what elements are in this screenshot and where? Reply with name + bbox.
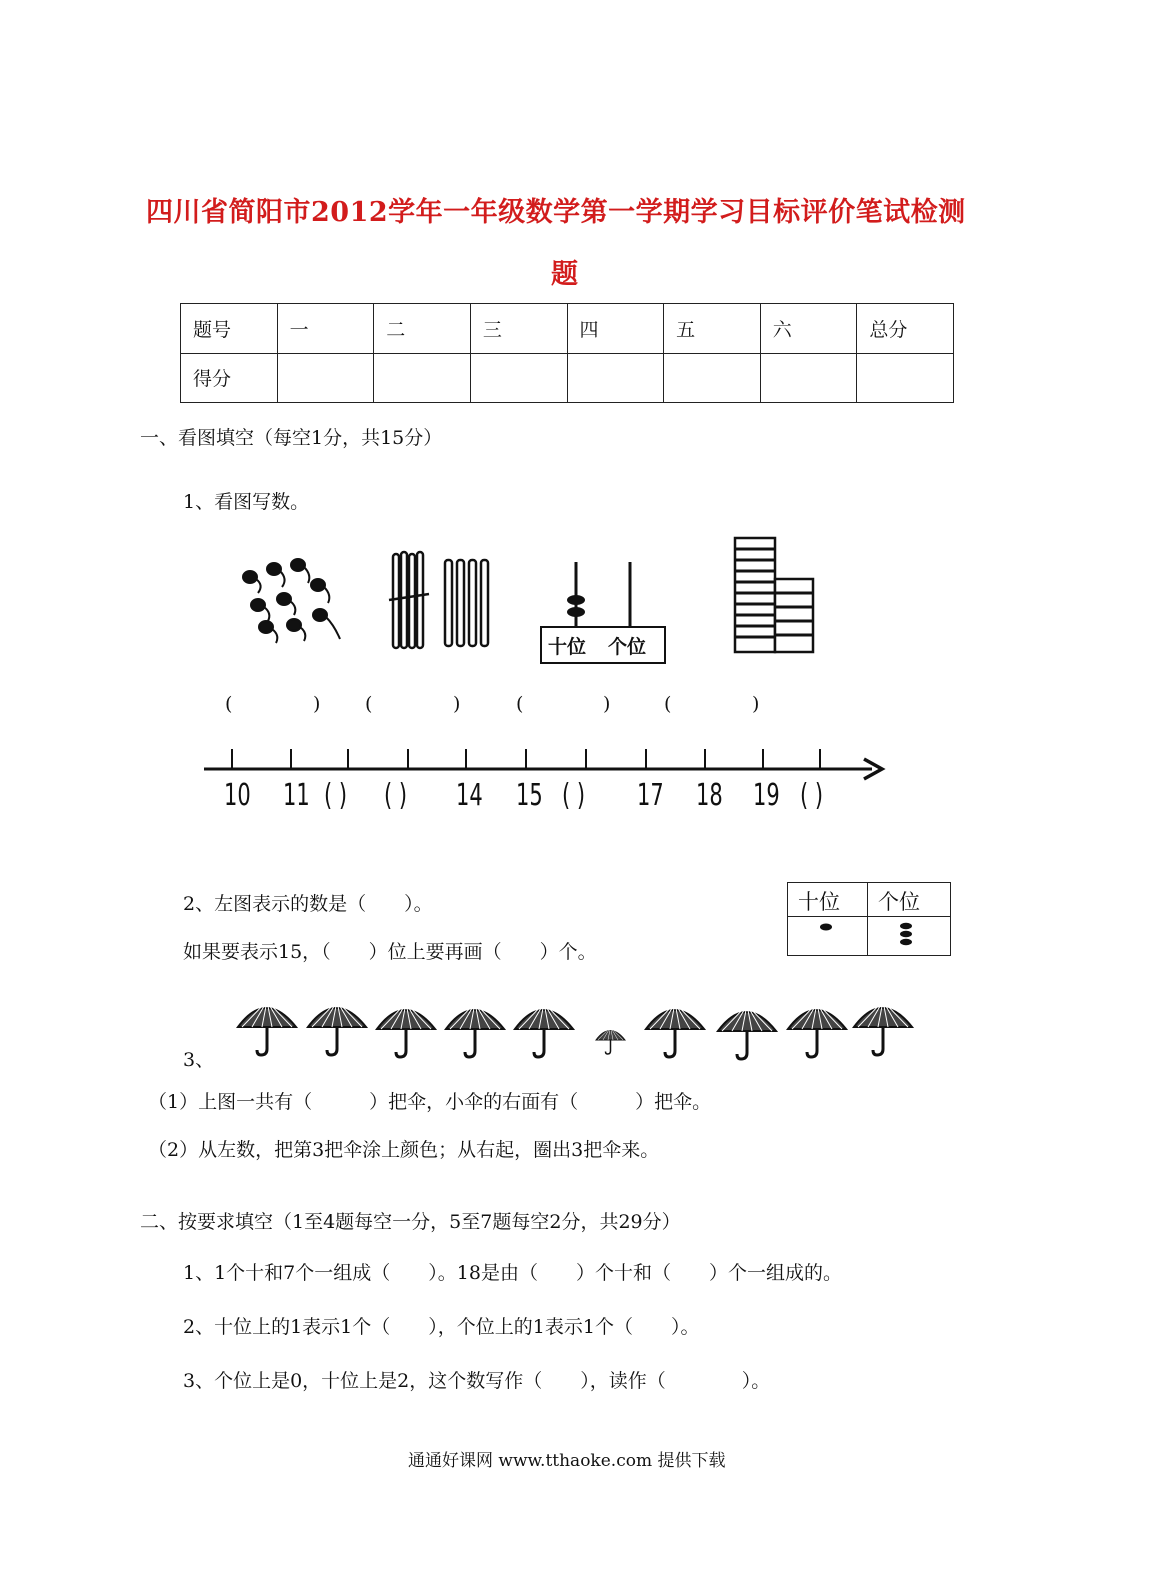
numberline-label: ( ) [324, 778, 348, 813]
abacus-label-tens: 十位 [548, 636, 587, 658]
pv-header-ones: 个位 [878, 890, 920, 914]
answer-paren-1-open: ( [225, 693, 233, 715]
numberline-label: ( ) [800, 778, 824, 813]
score-cell [374, 353, 471, 403]
section1-q3-sub2: （2）从左数，把第3把伞涂上颜色；从右起，圈出3把伞来。 [148, 1139, 660, 1161]
section1-q2-line2: 如果要表示15，（ ）位上要再画（ ）个。 [183, 941, 597, 963]
numberline-label: 10 [224, 778, 251, 813]
place-value-table [787, 882, 951, 956]
numberline-label: 17 [637, 778, 664, 813]
score-cell [857, 353, 954, 403]
score-header-cell: 三 [470, 304, 567, 354]
score-header-cell: 一 [277, 304, 374, 354]
answer-paren-2-open: ( [365, 693, 373, 715]
page-title-line1: 四川省简阳市2012学年一年级数学第一学期学习目标评价笔试检测 [146, 197, 966, 228]
footer-text: 通通好课网 www.tthaoke.com 提供下载 [408, 1451, 726, 1471]
section1-q1: 1、看图写数。 [183, 491, 310, 513]
section2-q1: 1、1个十和7个一组成（ ）。18是由（ ）个十和（ ）个一组成的。 [183, 1262, 842, 1284]
section1-heading: 一、看图填空（每空1分，共15分） [140, 427, 443, 449]
sticks-bundle-picture [385, 550, 495, 655]
score-header-cell: 题号 [181, 304, 278, 354]
pv-header-tens: 十位 [798, 890, 840, 914]
section2-q3: 3、个位上是0，十位上是2，这个数写作（ ），读作（ ）。 [183, 1370, 771, 1392]
numberline-label: ( ) [384, 778, 408, 813]
blocks-picture [730, 535, 818, 655]
section1-q3-label: 3、 [183, 1049, 215, 1071]
answer-paren-3-open: ( [516, 693, 524, 715]
numberline-label: ( ) [562, 778, 586, 813]
score-header-cell: 四 [567, 304, 664, 354]
score-header-cell: 五 [664, 304, 761, 354]
abacus-picture [540, 560, 666, 664]
score-header-cell: 总分 [857, 304, 954, 354]
pv-beads-ones [896, 920, 920, 950]
answer-paren-4-open: ( [664, 693, 672, 715]
numberline-label: 18 [696, 778, 723, 813]
abacus-label-ones: 个位 [608, 636, 647, 658]
answer-paren-1-close: ) [313, 693, 321, 715]
umbrellas-picture [236, 995, 916, 1065]
answer-paren-3-close: ) [603, 693, 611, 715]
tadpoles-picture [236, 555, 351, 650]
score-header-cell: 二 [374, 304, 471, 354]
score-cell [277, 353, 374, 403]
answer-paren-2-close: ) [453, 693, 461, 715]
score-cell [567, 353, 664, 403]
section1-q2-line1: 2、左图表示的数是（ ）。 [183, 893, 433, 915]
section1-q3-sub1: （1）上图一共有（ ）把伞，小伞的右面有（ ）把伞。 [148, 1091, 712, 1113]
numberline-label: 15 [516, 778, 543, 813]
score-table [180, 303, 954, 403]
score-header-cell: 六 [760, 304, 857, 354]
score-row-label: 得分 [181, 353, 278, 403]
answer-paren-4-close: ) [752, 693, 760, 715]
numberline-label: 19 [753, 778, 780, 813]
page-title-line2: 题 [551, 259, 579, 290]
numberline-label: 11 [283, 778, 310, 813]
numberline-label: 14 [456, 778, 483, 813]
pv-bead-tens [816, 921, 840, 935]
score-cell [664, 353, 761, 403]
section2-heading: 二、按要求填空（1至4题每空一分，5至7题每空2分，共29分） [140, 1211, 681, 1233]
score-cell [760, 353, 857, 403]
score-cell [470, 353, 567, 403]
section2-q2: 2、十位上的1表示1个（ ），个位上的1表示1个（ ）。 [183, 1316, 700, 1338]
